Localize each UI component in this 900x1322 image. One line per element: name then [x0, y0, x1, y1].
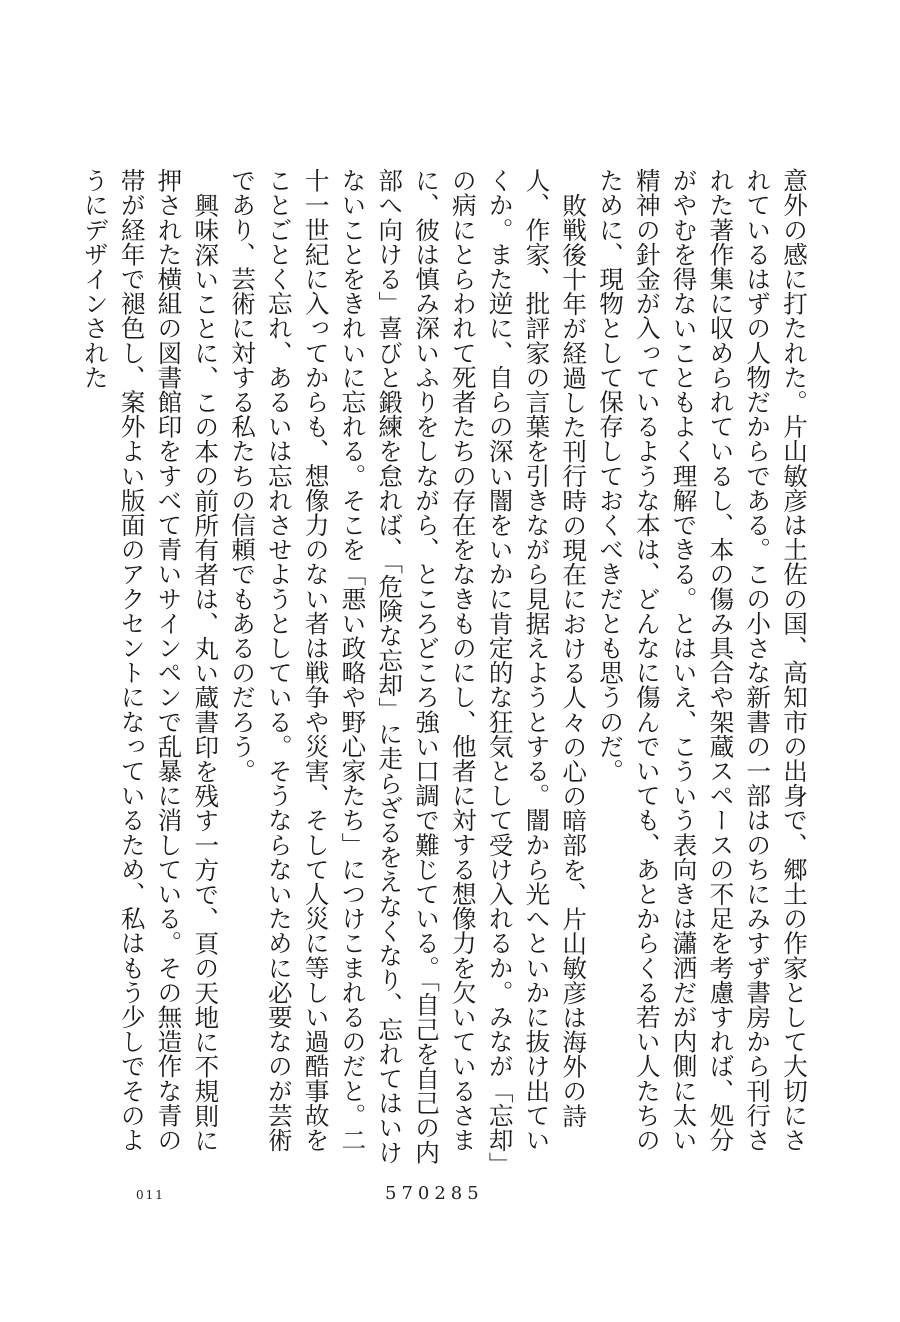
- paragraph-2: 敗戦後十年が経過した刊行時の現在における人々の心の暗部を、片山敏彦は海外の詩人、作家、批評家の言葉を引きながら見据えようとする。闇から光へといかに抜け出ていくか。また逆に、自らの深い闇をいかに肯定的な狂気として受け入れるか。みなが「忘却」の病にとらわれて死者たちの存在をなきものにし、他者に対する想像力を欠いているさまに、彼は慎み深いふりをしながら、ところどころ強い口調で難じている。「自己を自己の内部へ向ける」喜びと鍛練を怠れば、「危険な忘却」に走らざるをえなくなり、忘れてはいけないことをきれいに忘れる。そこを「悪い政略や野心家たち」につけこまれるのだと。二十一世紀に入ってからも、想像力のない者は戦争や災害、そして人災に等しい過酷事故をことごとく忘れ、あるいは忘れさせようとしている。そうならないために必要なのが芸術であり、芸術に対する私たちの信頼でもあるのだろう。: [228, 168, 589, 1165]
- paragraph-3: 興味深いことに、この本の前所有者は、丸い蔵書印を残す一方で、頁の天地に不規則に押された横組の図書館印をすべて青いサインペンで乱暴に消している。その無造作な青の帯が経年で褪色し、案外よい版面のアクセントになっているため、私はもう少しでそのようにデザインされた: [80, 168, 221, 1152]
- footer-code: 570285: [385, 1183, 484, 1204]
- page-number: 011: [136, 1188, 165, 1202]
- paragraph-1: 意外の感に打たれた。片山敏彦は土佐の国、高知市の出身で、郷土の作家として大切にされているはずの人物だからである。この小さな新書の一部はのちにみすず書房から刊行された著作集に収められているし、本の傷み具合や架蔵スペースの不足を考慮すれば、処分がやむを得ないこともよく理解できる。とはいえ、こういう表向きは瀟洒だが内側に太い精神の針金が入っているような本は、どんなに傷んでいても、あとからくる若い人たちのために、現物として保存しておくべきだとも思うのだ。: [596, 168, 809, 1152]
- vertical-body-text: [72, 168, 812, 1176]
